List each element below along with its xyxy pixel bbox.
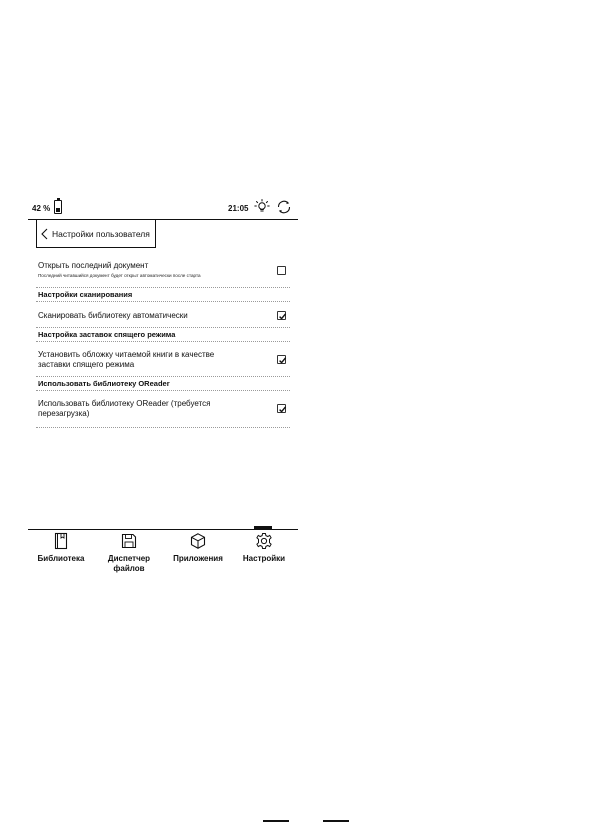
setting-sleep-cover[interactable] xyxy=(36,342,290,377)
setting-title-line2: перезагрузка) xyxy=(38,409,90,418)
book-icon xyxy=(52,532,70,550)
setting-title-line2: заставки спящего режима xyxy=(38,360,135,369)
setting-title: Открыть последний документ xyxy=(38,261,149,270)
page-title: Настройки пользователя xyxy=(52,229,150,239)
setting-oreader-library[interactable] xyxy=(36,391,290,428)
setting-title-line1: Использовать библиотеку OReader (требуется xyxy=(38,399,211,408)
setting-scan-auto[interactable] xyxy=(36,302,290,328)
section-header-scanning xyxy=(36,288,290,302)
nav-settings[interactable] xyxy=(233,532,295,564)
nav-file-manager[interactable] xyxy=(98,532,160,574)
checkmark-icon xyxy=(278,312,287,321)
floppy-disk-icon xyxy=(120,532,138,550)
setting-description: Последний читавшийся документ будет открыт автоматически после старта xyxy=(38,273,201,278)
cube-icon xyxy=(189,532,207,550)
back-button[interactable] xyxy=(36,220,156,248)
section-title: Настройки сканирования xyxy=(38,290,133,299)
nav-label-line2: файлов xyxy=(113,564,145,573)
chevron-left-icon xyxy=(40,228,49,240)
light-bulb-icon[interactable] xyxy=(253,198,271,216)
nav-divider xyxy=(28,529,298,530)
section-title: Использовать библиотеку OReader xyxy=(38,379,170,388)
section-header-sleep xyxy=(36,328,290,342)
section-header-oreader xyxy=(36,377,290,391)
clock: 21:05 xyxy=(228,204,249,213)
nav-label: Приложения xyxy=(173,554,223,563)
sync-icon[interactable] xyxy=(275,198,293,216)
setting-open-last-document[interactable] xyxy=(36,258,290,288)
battery-icon xyxy=(54,200,62,214)
checkmark-icon xyxy=(278,356,287,365)
nav-library[interactable] xyxy=(30,532,92,564)
section-title: Настройка заставок спящего режима xyxy=(38,330,176,339)
setting-title: Сканировать библиотеку автоматически xyxy=(38,311,188,320)
bezel-mark xyxy=(323,820,349,822)
bezel-mark xyxy=(263,820,289,822)
nav-applications[interactable] xyxy=(167,532,229,564)
status-bar xyxy=(28,196,298,220)
nav-label-line1: Диспетчер xyxy=(107,554,151,563)
nav-label: Настройки xyxy=(242,554,286,563)
setting-title-line1: Установить обложку читаемой книги в качестве xyxy=(38,350,215,359)
gear-icon xyxy=(255,532,273,550)
battery-percent: 42 % xyxy=(32,204,51,213)
checkbox-oreader[interactable] xyxy=(277,404,286,413)
settings-list xyxy=(36,258,290,428)
checkbox-sleep-cover[interactable] xyxy=(277,355,286,364)
checkbox-open-last[interactable] xyxy=(277,266,286,275)
device-screen xyxy=(28,196,298,596)
checkbox-scan-auto[interactable] xyxy=(277,311,286,320)
nav-label: Библиотека xyxy=(37,554,85,563)
checkmark-icon xyxy=(278,405,287,414)
